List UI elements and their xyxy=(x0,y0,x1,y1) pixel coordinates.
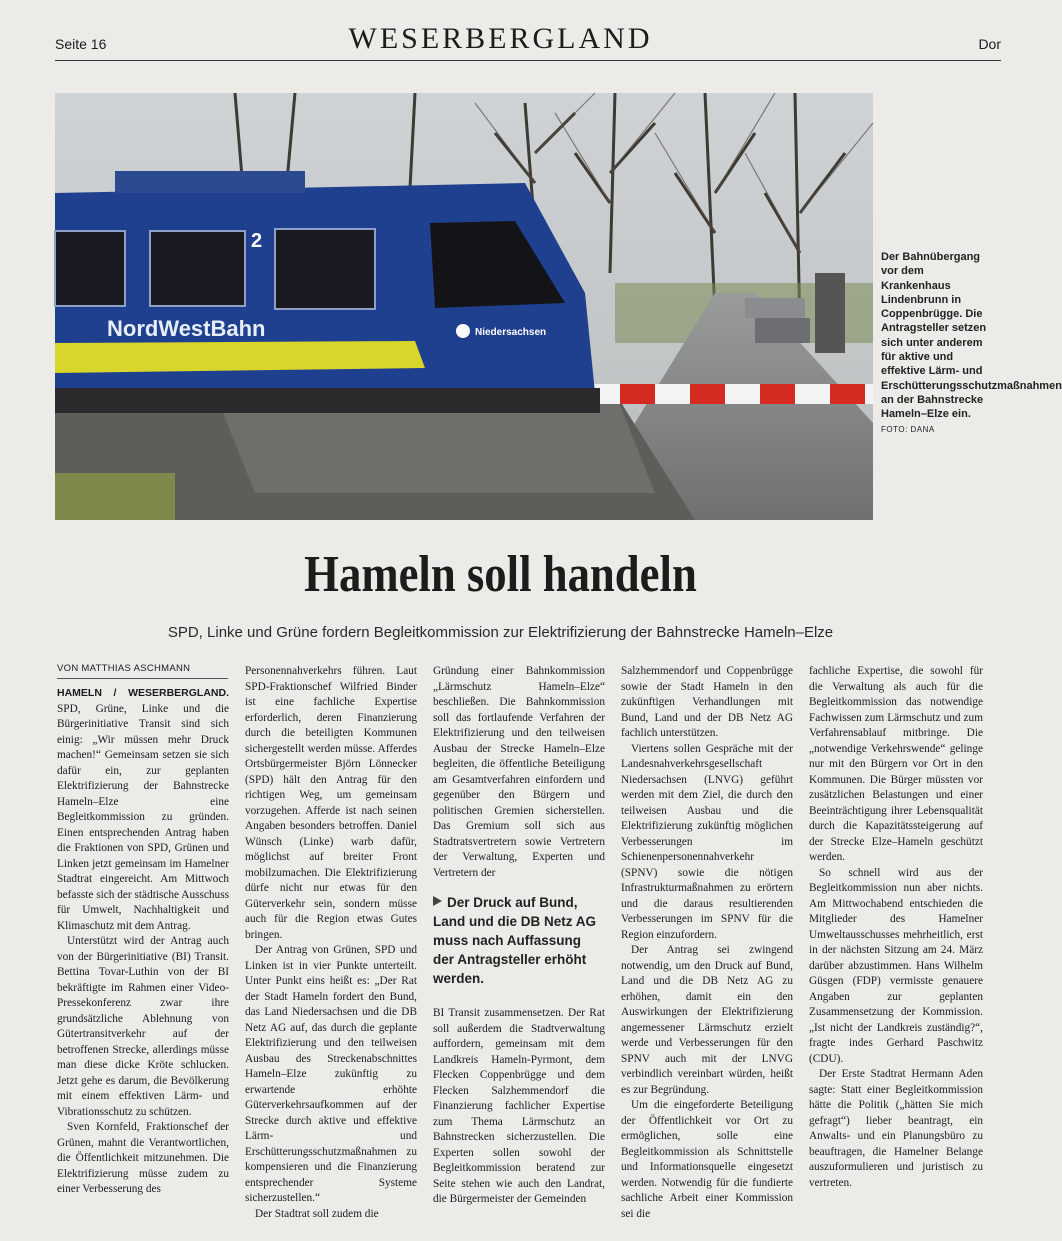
paragraph: Gründung einer Bahnkommission „Lärmschutz Hameln–Elze“ beschließen. Die Bahnkommission soll das fortlaufende Verfahren der Elektrifizierung und den teilweisen Ausbau der Strecke Hameln–Elze begleiten, die öffentliche Beteiligung am Gesamtverfahren einfordern und gegenüber den Bürgern und politischen Gremien sicherstellen. Das Gremium soll sich aus Stadtratsvertretern sowie Vertretern der Verwaltung, Experten und Vertretern der xyxy=(433,665,605,879)
article-byline: VON MATTHIAS ASCHMANN xyxy=(57,663,191,674)
paragraph: Der Antrag sei zwingend notwendig, um den Druck auf Bund, Land und die DB Netz AG zu erhöhen, damit ein den Auswirkungen der Elektrifizierung angemessener Lärmschutz erzielt werde und Verbesserungen für den SPNV auch mit der LNVG verbindlich vereinbart würden, heißt es zur Begründung. xyxy=(621,944,793,1096)
section-title: WESERBERGLAND xyxy=(348,22,653,55)
arrow-right-icon xyxy=(433,896,442,906)
paragraph: Viertens sollen Gespräche mit der Landesnahverkehrsgesellschaft Niedersachsen (LNVG) geführt werden mit dem Ziel, die durch den teilweisen Ausbau und die Elektrifizierung zukünftig möglichen Verbesserungen im Schienenpersonennahverkehr (SPNV) sowie die nötigen Infrastrukturmaßnahmen zu erörtern und die daraus resultierenden Verbesserungen im SPNV für die Region einzufordern. xyxy=(621,742,793,941)
article-column-1 xyxy=(57,686,229,1198)
paragraph: Der Erste Stadtrat Hermann Aden sagte: Statt einer Begleitkommission hätte die Politik („hätten Sie mich gefragt“) lieber beantragt, ein Anwalts- und ein Planungsbüro zu beauftragen, die Hamelner Belange auszuformulieren und juristisch zu vertreten. xyxy=(809,1068,983,1189)
header-date-fragment: Dor xyxy=(978,36,1001,52)
article-column-4 xyxy=(621,664,793,1222)
caption-text: Der Bahnübergang vor dem Krankenhaus Lindenbrunn in Coppenbrügge. Die Antragsteller setzen sich unter anderem für aktive und effektive Lärm- und Erschütterungsschutzmaßnahmen an der Bahnstrecke Hameln–Elze ein. xyxy=(881,251,1062,421)
paragraph-text: SPD, Grüne, Linke und die Bürgerinitiative Transit sind sich einig: „Wir müssen mehr Druck machen!“ Gemeinsam setzen sie sich dafür ein, zur geplanten Elektrifizierung der Bahnstrecke Hameln–Elze eine Begleitkommission zu gründen. Einen entsprechenden Antrag haben die Fraktionen von SPD, Grünen und Linken jetzt gemeinsam im Hamelner Stadtrat eingereicht. Am Mittwoch befasste sich der städtische Ausschuss für Umwelt, Nachhaltigkeit und Klimaschutz mit dem Antrag. xyxy=(57,702,229,932)
paragraph: So schnell wird aus der Begleitkommission nun aber nichts. Am Mittwochabend entschieden die Mitglieder des Hamelner Umweltausschusses mehrheitlich, erst in der nächsten Sitzung am 24. März darüber abzustimmen. Hans Wilhelm Güsgen (FDP) vermisste genauere Angaben zur geplanten Zusammensetzung der Kommission. „Ist nicht der Landkreis zuständig?“, fragte indes Gerhard Paschwitz (CDU). xyxy=(809,866,983,1065)
train-region-label: Niedersachsen xyxy=(475,327,547,338)
photo-caption xyxy=(881,250,1062,437)
train-brand-logo: NordWestBahn xyxy=(107,316,266,341)
paragraph: Um die eingeforderte Beteiligung der Öffentlichkeit vor Ort zu ermöglichen, solle eine Begleitkommission als Schnittstelle und Informationsquelle eingesetzt werden. Notwendig für die fundierte sachliche Arbeit einer Kommission sei die xyxy=(621,1099,793,1220)
article-photo xyxy=(55,93,873,520)
paragraph: Sven Kornfeld, Fraktionschef der Grünen, mahnt die Verantwortlichen, die Öffentlichkeit mitzunehmen. Die Elektrifizierung müsse zudem zu einer Verbesserung des xyxy=(57,1121,229,1195)
article-dateline: HAMELN / WESERBERGLAND. xyxy=(57,687,229,699)
article-headline: Hameln soll handeln xyxy=(304,546,697,603)
paragraph: Der Stadtrat soll zudem die xyxy=(255,1207,379,1220)
page-number: Seite 16 xyxy=(55,36,107,52)
article-column-5 xyxy=(809,664,983,1191)
paragraph: Der Antrag von Grünen, SPD und Linken ist in vier Punkte unterteilt. Unter Punkt eins heißt es: „Der Rat der Stadt Hameln fordert den Bund, das Land Niedersachsen und die DB Netz AG auf, das durch die geplante Elektrifizierung und den teilweisen Ausbau des Streckenabschnittes Hameln–Elze zukünftig zu erwartende erhöhte Güterverkehrsaufkommen auf der Strecke durch aktive und effektive Lärm- und Erschütterungsschutzmaßnahmen zu kompensieren und die Finanzierung entsprechender Systeme sicherzustellen.“ xyxy=(245,944,417,1204)
article-subheadline: SPD, Linke und Grüne fordern Begleitkommission zur Elektrifizierung der Bahnstrecke Hameln–Elze xyxy=(167,624,834,641)
pull-quote xyxy=(433,893,605,988)
byline-rule xyxy=(57,678,228,679)
article-column-3 xyxy=(433,664,605,1208)
article-column-2 xyxy=(245,664,417,1222)
header-rule xyxy=(55,60,1001,61)
train-car-number: 2 xyxy=(251,230,263,252)
niedersachsen-emblem-icon xyxy=(456,324,470,338)
paragraph: BI Transit zusammensetzen. Der Rat soll außerdem die Stadtverwaltung auffordern, gemeinsam mit dem Landkreis Hameln-Pyrmont, dem Flecken Coppenbrügge und dem Flecken Salzhemmendorf die Finanzierung fachlicher Expertise zum Thema Lärmschutz an Bahnstrecken sicherzustellen. Die Experten sollen sowohl der Begleitkommission beratend zur Seite stehen wie auch den Landrat, die Bürgermeister der Gemeinden xyxy=(433,1007,605,1205)
paragraph: Salzhemmendorf und Coppenbrügge sowie der Stadt Hameln in den zukünftigen Verhandlungen mit Bund, Land und der DB Netz AG fachlich unterstützen. xyxy=(621,665,793,739)
paragraph xyxy=(57,686,229,934)
paragraph: fachliche Expertise, die sowohl für die Verwaltung als auch für die Begleitkommission das notwendige Fachwissen zum Lärmschutz und zum Verfahrensablauf mitbringe. Die „notwendige Verkehrswende“ gelinge nur mit den Bürgern vor Ort in den Kommunen. Die Bürger müssten vor zusätzlichen Belastungen und einer Beeinträchtigung ihrer Lebensqualität durch die Kapazitätssteigerung auf der Strecke Elze–Hameln geschützt werden. xyxy=(809,665,983,863)
paragraph: Unterstützt wird der Antrag auch von der Bürgerinitiative (BI) Transit. Bettina Tovar-Luthin von der BI bekräftigte im Rahmen einer Video-Pressekonferenz zwar ihre grundsätzliche Ablehnung von Gütertransitverkehr auf der betroffenen Strecke, allerdings müsse man diese dicke Kröte schlucken. Jetzt gehe es darum, die Bevölkerung mit einem effektiven Lärm- und Vibrationsschutz zu schützen. xyxy=(57,935,229,1118)
pull-quote-text: Der Druck auf Bund, Land und die DB Netz AG muss nach Auffassung der Antragsteller erhöht werden. xyxy=(433,895,596,986)
paragraph: Personennahverkehrs führen. Laut SPD-Fraktionschef Wilfried Binder ist eine fachliche Expertise erforderlich, deren Finanzierung durch die beteiligten Kommunen sichergestellt werden müsse. Afferdes Ortsbürgermeister Björn Lönnecker (SPD) hält den Antrag für den richtigen Weg, um gemeinsam vorzugehen. Afferde ist nach seinen Angaben besonders betroffen. Daniel Wünsch (Linke) warb dafür, möglichst auf breiter Front mobilzumachen. Die Elektrifizierung dürfe nicht nur etwas für den Güterverkehr sein, sondern müsse auch für die Region etwas Gutes bringen. xyxy=(245,665,417,941)
page-header xyxy=(0,0,1001,60)
photo-credit: FOTO: DANA xyxy=(881,424,935,434)
